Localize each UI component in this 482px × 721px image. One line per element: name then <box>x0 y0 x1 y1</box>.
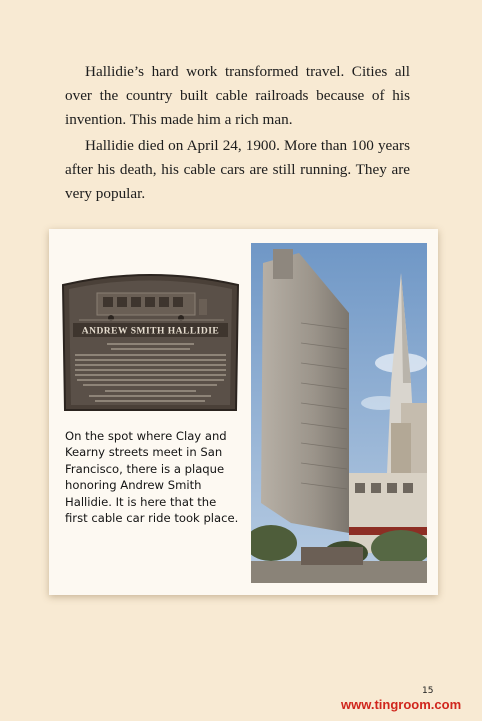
photo-caption: On the spot where Clay and Kearny streets meet in San Francisco, there is a plaque honoring Andrew Smith Hallidie. It is here that the first cable car ride took place. <box>65 429 239 526</box>
body-paragraph-1: Hallidie’s hard work transformed travel. Cities all over the country built cable railroads because of his invention. This made him a rich man. <box>65 63 410 128</box>
watermark-link[interactable]: www.tingroom.com <box>341 697 462 712</box>
body-paragraph-2: Hallidie died on April 24, 1900. More than 100 years after his death, his cable cars are still running. They are very popular. <box>65 137 410 202</box>
page-number: 15 <box>422 686 434 696</box>
san-francisco-towers-photo <box>251 243 427 583</box>
plaque-heading: ANDREW SMITH HALLIDIE <box>81 326 220 337</box>
hallidie-plaque-image <box>59 269 242 412</box>
photo-panel <box>49 229 438 595</box>
